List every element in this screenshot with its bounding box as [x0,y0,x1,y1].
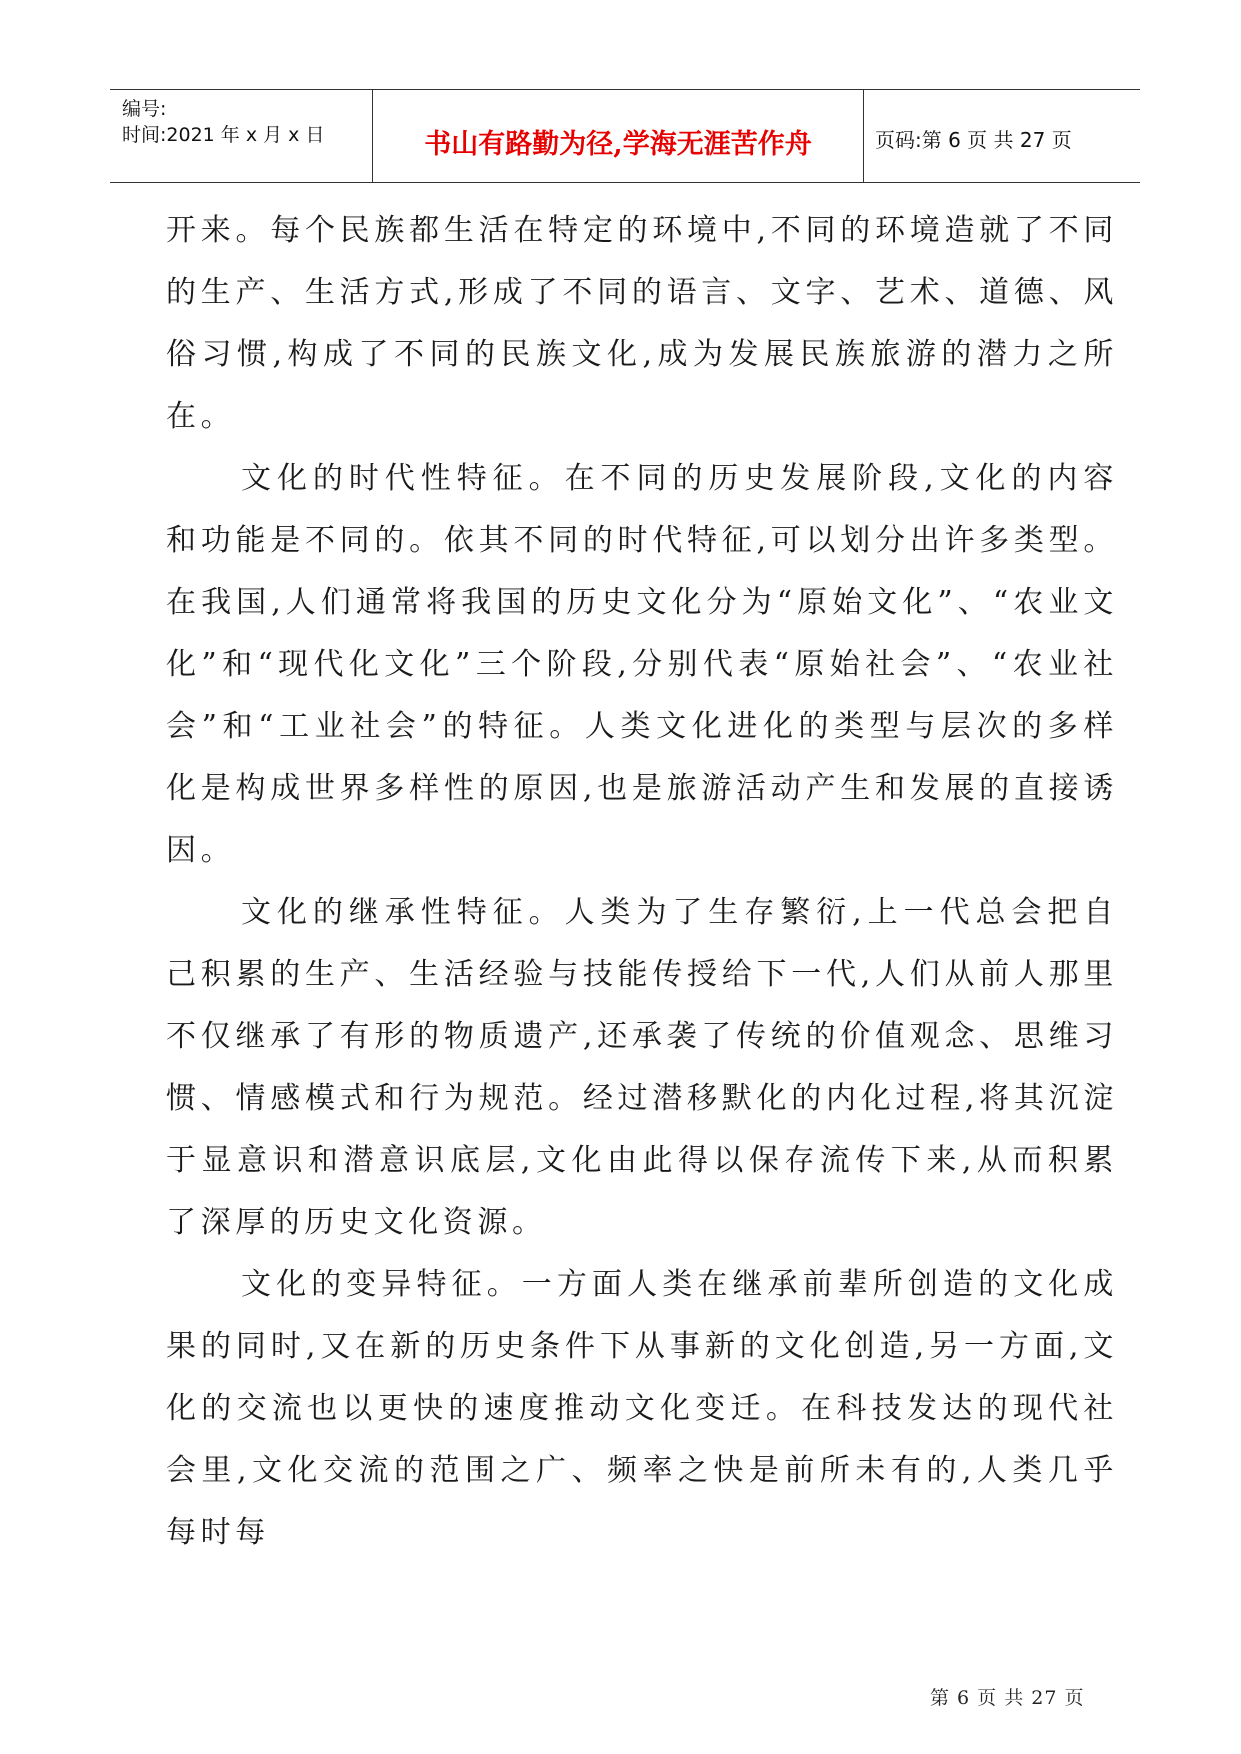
header-page-label: 页码:第 6 页 共 27 页 [875,128,1072,152]
header-time-label: 时间:2021 年 x 月 x 日 [122,124,325,146]
header-motto: 书山有路勤为径,学海无涯苦作舟 [424,129,812,160]
header-page-cell [863,90,1140,182]
header-number-label: 编号: [122,98,167,120]
document-body [166,200,1118,1564]
body-paragraph: 文化的时代性特征。在不同的历史发展阶段,文化的内容和功能是不同的。依其不同的时代特征,可以划分出许多类型。在我国,人们通常将我国的历史文化分为“原始文化”、“农业文化”和“现代化文化”三个阶段,分别代表“原始社会”、“农业社会”和“工业社会”的特征。人类文化进化的类型与层次的多样化是构成世界多样性的原因,也是旅游活动产生和发展的直接诱因。 [166,461,1118,868]
document-header [110,89,1140,183]
page-footer: 第 6 页 共 27 页 [930,1687,1085,1709]
body-paragraph: 开来。每个民族都生活在特定的环境中,不同的环境造就了不同的生产、生活方式,形成了不同的语言、文字、艺术、道德、风俗习惯,构成了不同的民族文化,成为发展民族旅游的潜力之所在。 [166,213,1118,434]
body-paragraph: 文化的继承性特征。人类为了生存繁衍,上一代总会把自己积累的生产、生活经验与技能传授给下一代,人们从前人那里不仅继承了有形的物质遗产,还承袭了传统的价值观念、思维习惯、情感模式和行为规范。经过潜移默化的内化过程,将其沉淀于显意识和潜意识底层,文化由此得以保存流传下来,从而积累了深厚的历史文化资源。 [166,895,1118,1240]
header-info-cell [110,90,372,182]
header-motto-cell [372,90,864,182]
body-paragraph: 文化的变异特征。一方面人类在继承前辈所创造的文化成果的同时,又在新的历史条件下从事新的文化创造,另一方面,文化的交流也以更快的速度推动文化变迁。在科技发达的现代社会里,文化交流的范围之广、频率之快是前所未有的,人类几乎每时每 [166,1267,1118,1550]
